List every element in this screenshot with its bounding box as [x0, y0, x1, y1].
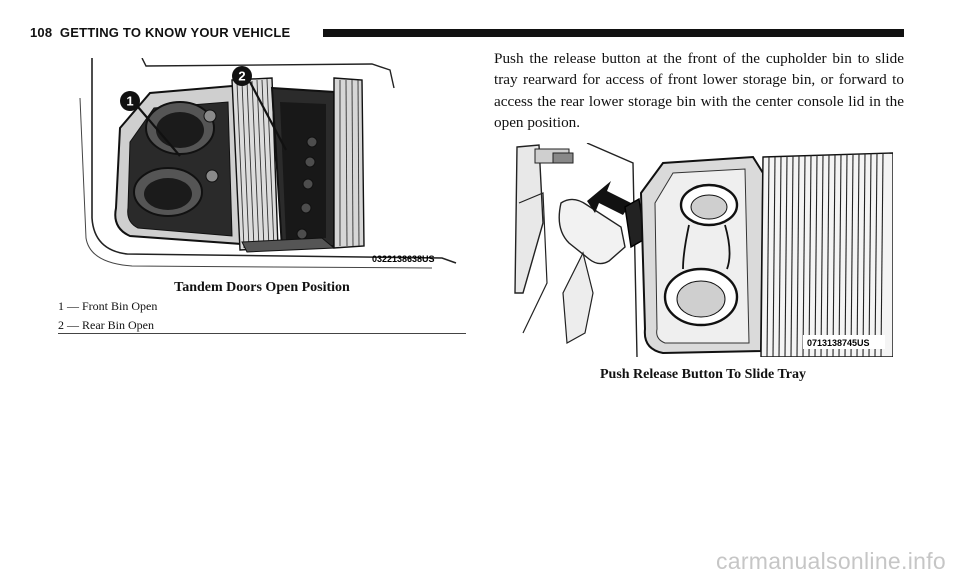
- figure1-legend: [58, 297, 466, 335]
- figure1-part-number: 0322138638US: [372, 254, 435, 264]
- callout-2-label: 2: [238, 68, 246, 84]
- page-header: [30, 22, 904, 44]
- instruction-paragraph: Push the release button at the front of the cupholder bin to slide tray rearward for access of front lower storage bin, or forward to access the rear lower storage bin with the center console lid in the open position.: [494, 50, 904, 131]
- header-text: [30, 25, 290, 40]
- legend-divider: [58, 333, 466, 334]
- figure2-caption: Push Release Button To Slide Tray: [599, 367, 807, 382]
- release-button-illustration: [513, 143, 893, 357]
- page-number: 108: [30, 25, 53, 40]
- tandem-doors-illustration: [72, 58, 462, 270]
- figure1-caption: Tandem Doors Open Position: [174, 280, 350, 295]
- section-title: GETTING TO KNOW YOUR VEHICLE: [59, 25, 291, 40]
- callout-1-label: 1: [126, 93, 134, 109]
- legend-item-rear-bin: 2 — Rear Bin Open: [58, 318, 154, 332]
- legend-item-front-bin: 1 — Front Bin Open: [58, 299, 158, 313]
- header-rule: [323, 29, 904, 37]
- figure2-part-number: 0713138745US: [807, 338, 870, 348]
- watermark: carmanualsonline.info: [715, 548, 946, 574]
